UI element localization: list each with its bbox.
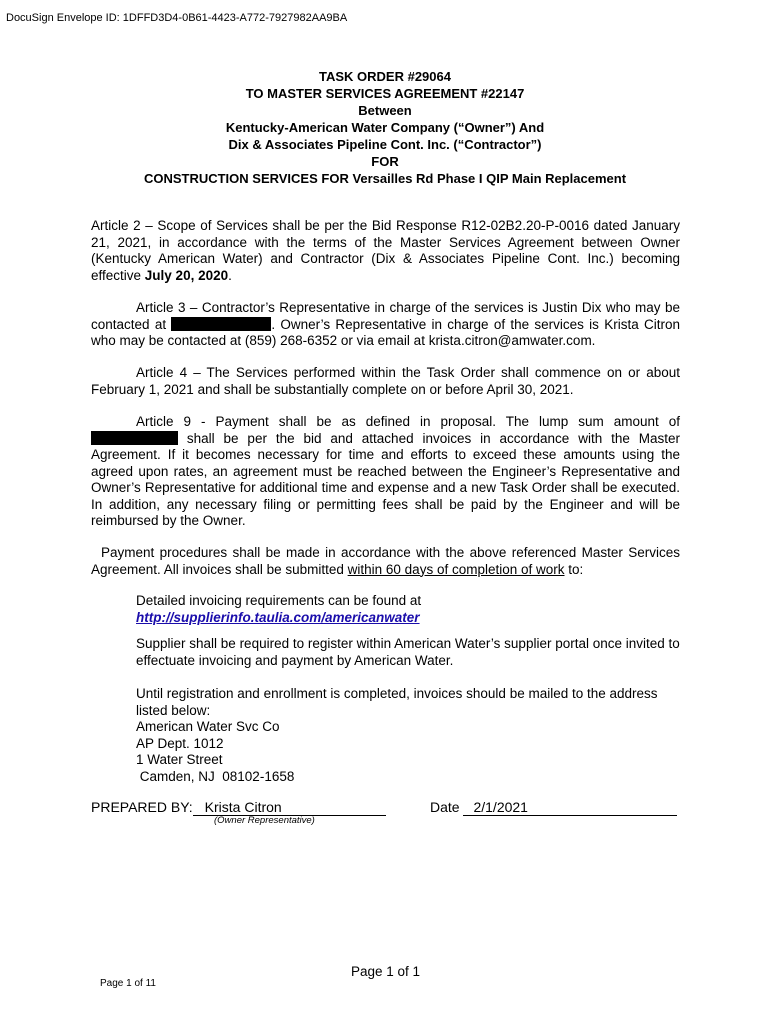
header-for: FOR xyxy=(371,154,399,169)
header-project: CONSTRUCTION SERVICES FOR Versailles Rd Phase I QIP Main Replacement xyxy=(143,171,627,186)
address-line-3: 1 Water Street xyxy=(136,752,223,767)
article-2-text: Article 2 – Scope of Services shall be per the Bid Response R12-02B2.20-P-0016 dated January 21, 2021, in accordance with the terms of the Master Services Agreement between Owner (Kentucky American Water) and Contractor (Dix & Associates Pipeline Cont. Inc.) becoming effective xyxy=(91,218,680,283)
article-9-line1: Article 9 - Payment shall be as defined in proposal. The lump sum amount of xyxy=(136,414,680,429)
envelope-id: DocuSign Envelope ID: 1DFFD3D4-0B61-4423-A772-7927982AA9BA xyxy=(6,12,348,24)
page-number-envelope: Page 1 of 11 xyxy=(100,978,156,989)
prepared-by-label: PREPARED BY: xyxy=(91,799,193,815)
redacted-block xyxy=(171,317,271,331)
header-agreement: TO MASTER SERVICES AGREEMENT #22147 xyxy=(245,86,525,101)
effective-date: July 20, 2020 xyxy=(144,267,229,283)
article-3 xyxy=(91,300,680,350)
prepared-by-value: Krista Citron xyxy=(193,799,386,816)
header-between: Between xyxy=(358,103,412,118)
article-3-part1: Article 3 – Contractor’s Representative in charge of the services is Justin Dix who may be contacted at xyxy=(91,300,680,332)
date-label: Date xyxy=(430,799,460,815)
owner-representative-caption: (Owner Representative) xyxy=(214,815,315,826)
header-contractor: Dix & Associates Pipeline Cont. Inc. (“Contractor”) xyxy=(228,137,542,152)
article-4-text: Article 4 – The Services performed within the Task Order shall commence on or about February 1, 2021 and shall be substantially complete on or before April 30, 2021. xyxy=(91,365,680,397)
mailing-intro: Until registration and enrollment is completed, invoices should be mailed to the address listed below: xyxy=(136,686,658,718)
article-3-part2: . Owner’s Representative in charge of the services is Krista Citron who may be contacted at (859) 268-6352 or via email at krista.citron@amwater.com. xyxy=(91,316,680,348)
address-line-2: AP Dept. 1012 xyxy=(136,735,224,751)
payment-part1: Payment procedures shall be made in accordance with the above referenced Master Services Agreement. All invoices shall be submitted xyxy=(91,545,680,577)
article-2 xyxy=(91,218,680,284)
address-line-1: American Water Svc Co xyxy=(136,719,280,734)
page-number-center: Page 1 of 1 xyxy=(351,964,421,979)
header-title: TASK ORDER #29064 xyxy=(319,69,451,84)
article-9-part2: shall be per the bid and attached invoices in accordance with the Master Agreement. If it becomes necessary for time and efforts to exceed these amounts using the agreed upon rates, an agreement must be reached between the Engineer’s Representative and Owner’s Representative for additional time and expense and a new Task Order shall be executed. In addition, any necessary filing or permitting fees shall be paid by the Engineer and will be reimbursed by the Owner. xyxy=(91,430,680,528)
article-9 xyxy=(91,414,680,530)
invoicing-line: Detailed invoicing requirements can be found at xyxy=(136,593,422,608)
address-line-4: Camden, NJ 08102-1658 xyxy=(136,768,295,784)
mailing-address xyxy=(136,686,681,785)
payment-part2: to: xyxy=(564,561,584,577)
article-4 xyxy=(91,365,680,398)
date-value: 2/1/2021 xyxy=(463,799,677,816)
header-owner: Kentucky-American Water Company (“Owner”) And xyxy=(225,120,545,135)
article-9-body xyxy=(91,431,680,530)
payment-procedures xyxy=(91,545,680,578)
article-2-end: . xyxy=(228,267,232,283)
supplier-portal-link[interactable]: http://supplierinfo.taulia.com/americanwater xyxy=(136,609,420,625)
supplier-registration: Supplier shall be required to register within American Water’s supplier portal once invited to effectuate invoicing and payment by American Water. xyxy=(136,636,680,668)
document-header xyxy=(0,68,770,187)
redacted-amount xyxy=(91,431,178,445)
invoicing-info xyxy=(136,593,681,626)
payment-deadline: within 60 days of completion of work xyxy=(347,561,565,577)
date-field xyxy=(430,799,677,816)
prepared-by xyxy=(91,799,386,816)
